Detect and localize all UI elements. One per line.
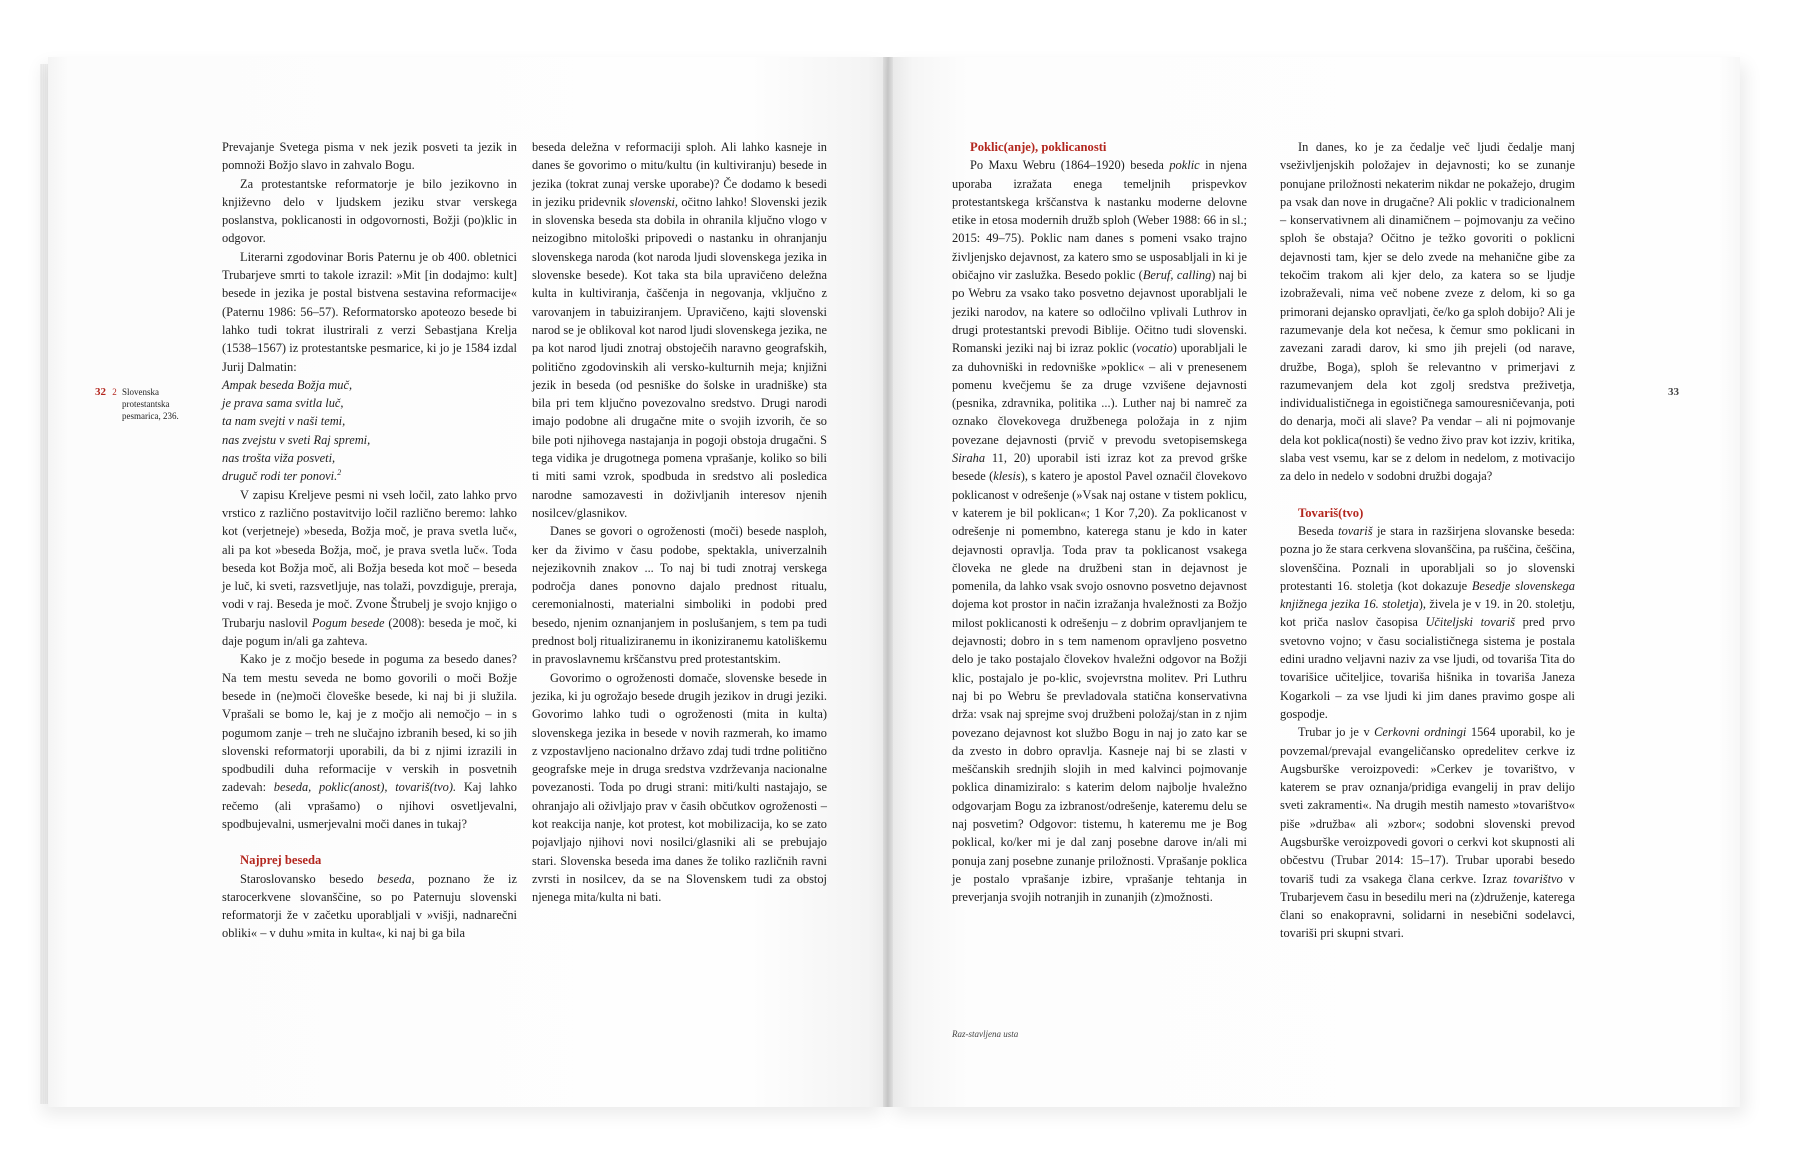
paragraph: Za protestantske reformatorje je bilo jezikovno in književno delo v ljudskem jeziku stvar verskega poslanstva, poklicanosti in odgovornosti, Božji (po)klic in odgovor.	[222, 176, 517, 246]
footnote-text: Slovenska protestantska pesmarica, 236.	[122, 387, 179, 421]
paragraph: V zapisu Kreljeve pesmi ni vseh ločil, zato lahko prvo vrstico z različno postavitvijo ločil različno beremo: lahko kot (verjetneje) »beseda, Božja moč, je prava svetla luč«, ali pa kot »beseda Božja, moč, je prava svetla luč«. Toda beseda kot Božja moč, ali Božja beseda kot moč – beseda je luč, ki sveti, razsvetljuje, nas tolaži, povzdiguje, preraja, vodi v raj. Beseda je moč. Zvone Štrubelj je svojo knjigo o Trubarju naslovil Pogum besede (2008): beseda je moč, ki daje pogum in/ali ga zahteva.	[222, 487, 517, 649]
paragraph: Trubar jo je v Cerkovni ordningi 1564 uporabil, ko je povzemal/prevajal evangeličansko opredelitev cerkve iz Augsburške veroizpovedi: »Cerkev je tovarištvo, v katerem se prav oznanja/pridiga evangelij in prav delijo sveti zakramenti«. Na drugih mestih namesto »tovarištvo« piše »družba« ali »zbor«; sodobni slovenski prevod Augsburške veroizpovedi govori o cerkvi kot skupnosti ali občestvu (Trubar 2014: 15–17). Trubar uporabi besedo tovariš tudi za vsakega člana cerkve. Izraz tovarištvo v Trubarjevem času in besedilu meri na (z)druženje, katerega člani so enakopravni, solidarni in nesebični sodelavci, tovariši pri skupni stvari.	[1280, 725, 1575, 941]
paragraph: beseda deležna v reformaciji sploh. Ali lahko kasneje in danes še govorimo o mitu/kultu (in kultiviranju) besede in jezika (tokrat zunaj verske uporabe)? Če dodamo k besedi in jeziku pridevnik slovenski, očitno lahko! Slovenski jezik in slovenska beseda sta dobila in ohranila ključno vlogo v neizogibno mitološki pripovedi o nastanku in ohranjanju slovenskega naroda (kot naroda ljudi slovenskega jezika in slovenske besede). Kot taka sta bila upravičeno deležna kulta in kultiviranja, čaščenja in negovanja, vključno z varovanjem in tabuiziranjem. Upravičeno, kajti slovenski narod se je oblikoval kot narod ljudi slovenskega jezika, ne pa kot narod ljudi znotraj obstoječih naravno geografskih, politično zgodovinskih ali versko-kulturnih meja; knjižni jezik in beseda (od pesniške do šolske in uradniške) sta bila pri tem ključno povezovalno sredstvo. Drugi narodi imajo podobne ali drugačne mite o svojih izvorih, če so bile poti njihovega nastajanja in pogoji obstoja drugačni. S tega vidika je drugotnega pomena vprašanje, koliko so bili ti miti sami vzrok, spodbuda in sredstvo ali posledica narodne samozavesti in doživljanih interesov njenih nosilcev/glasnikov.	[532, 140, 827, 520]
paragraph: Po Maxu Webru (1864–1920) beseda poklic in njena uporaba izražata enega temeljnih prispevkov protestantskega krščanstva k nastanku moderne delovne etike in etosa modernih družb sploh (Weber 1988: 66 in sl.; 2015: 49–75). Poklic nam danes s pomeni vsako trajno življenjsko dejavnost, za katero smo se usposabljali in ki je običajno vir zaslužka. Besedo poklic (Beruf, calling) naj bi po Webru za vsako tako posvetno dejavnost uporabljali le jeziki narodov, na katere so odločilno vplivali Luthrov in drugi protestantski prevodi Biblije. Očitno tudi slovenski. Romanski jeziki naj bi izraz poklic (vocatio) uporabljali le za duhovniški in redovniške »poklic« – ali v prenesenem pomenu kvečjemu še za druge vzvišene dejavnosti (pesnika, zdravnika, politika ...). Luther naj bi namreč za oznako človekovega družbenega položaja in z njim povezane dejavnosti (prvič v prevodu svetopisemskega Siraha 11, 20) uporabil isti izraz kot za prevod grške besede (klesis), s katero je apostol Pavel označil človekovo poklicanost v odrešenje (»Vsak naj ostane v tistem poklicu, v katerem je bil poklican«; 1 Kor 7,20). Za poklicanost v odrešenje ni pomembno, katerega stanu je kdo in kater dejavnosti opravlja. Toda prav ta poklicanost vsakega človeka ne glede na družbeni stan in dejavnost je pomenila, da lahko vsak svojo osnovno posvetno dejavnost dojema kot prostor in način izražanja hvaležnosti za Božjo milost poklicanosti k odrešenju – z dobrim opravljanjem te dejavnosti; dobro in s tem namenom opravljeno posvetno delo je tako postajalo človekov hvaležni odgovor na Božji klic, postajalo je po-klic, svojevrstna molitev. Pri Luthru naj bi po Webru še prevladovala statična konservativna drža: vsak naj sprejme svoj družbeni položaj/stan in z njim povezano dejavnost kot službo Bogu in naj jo zato kar se da zvesto in dobro opravlja. Kasneje naj bi se zlasti v meščanskih srednjih slojih in med kalvinci pojmovanje poklica dinamiziralo: s katerim delom najbolje hvaležno odgovarjam Bogu za izbranost/odrešenje, kateremu delu se naj posvetim? Odgovor: tistemu, h kateremu me je Bog poklical, ko/ker mi je dal zanj posebne darove in/ali mi ponuja zanj posebne zunanje priložnosti. Vprašanje poklica je postalo vprašanje izbire, vprašanje tehtanja in preverjanja svojih notranjih in zunanjih (z)možnosti.	[952, 158, 1248, 905]
verse-line: je prava sama svitla luč,	[222, 396, 344, 411]
paragraph: Literarni zgodovinar Boris Paternu je ob 400. obletnici Trubarjeve smrti to takole izrazil: »Mit [in dodajmo: kult] besede in jezika je postal bistvena sestavina reformacije« (Paternu 1986: 56–57). Reformatorsko apoteozo besede bi lahko tudi tokrat ilustrirali z verzi Sebastjana Krelja (1538–1567) iz protestantske pesmarice, ki jo je 1584 izdal Jurij Dalmatin:	[222, 249, 517, 374]
paragraph: In danes, ko je za čedalje več ljudi čedalje manj vseživljenjskih položajev in dejavnosti; ko se zunanje ponujane priložnosti nekaterim nikdar ne pokažejo, drugim pa vsak dan nove in drugačne? Ali poklic v tradicionalnem – konservativnem ali dinamičnem – pojmovanju za večino sploh še obstaja? Očitno je težko govoriti o poklicni dejavnosti tam, kjer se delo zvede na mehanične gibe za tekočim trakom ali kjer delo, za katera so se ljudje izobraževali, nima več nobene zveze z delom, ki so ga primorani dejansko opravljati, če/ko ga sploh dobijo? Ali je razumevanje dela kot nečesa, k čemur smo poklicani in zavezani zaradi darov, ki smo jih prejeli (od narave, družbe, Boga), sploh še relevantno v primerjavi z razumevanjem dela kot zgolj sredstva preživetja, individualističnega in egoističnega samouresničevanja, poti do denarja, moči ali slave? Pa vendar – ali ni pojmovanje dela kot poklica(nosti) še vedno živo prav kot izziv, kritika, slaba vest vsemu, kar se z delom in nedelom, z motivacijo za delo in nedelo v sodobni družbi dogaja?	[1280, 140, 1575, 484]
verse-line: Ampak beseda Božja muč,	[222, 377, 353, 392]
paragraph: Beseda tovariš je stara in razširjena slovanske beseda: pozna jo že stara cerkvena slovanščina, pa ruščina, češčina, slovenščina. Poznali in uporabljali so jo slovenski protestanti 16. stoletja (kot dokazuje Besedje slovenskega knjižnega jezika 16. stoletja), živela je v 19. in 20. stoletju, kot priča naslov časopisa Učiteljski tovariš pred prvo svetovno vojno; v času socialističnega sistema je postala edini uradno veljavni naziv za vse ljudi, od tovariša Tita do tovarišice učiteljice, tovariša hišnika in tovariša Janeza Kogarkoli – za vse ljudi ki jim danes pravimo gospe ali gospodje.	[1280, 523, 1576, 721]
book-gutter	[883, 57, 893, 1107]
text-column-1	[222, 138, 517, 943]
section-heading: Tovariš(tvo)	[1298, 505, 1364, 520]
text-column-4	[1280, 138, 1575, 943]
verse-line: nas trošta viža posveti,	[222, 451, 336, 466]
running-footer: Raz-stavljena usta	[952, 1029, 1019, 1039]
section-heading: Najprej beseda	[240, 853, 322, 868]
footnote-ref: 2	[337, 468, 342, 478]
left-margin	[95, 386, 215, 422]
section-heading: Poklic(anje), poklicanosti	[970, 140, 1107, 154]
text-column-2	[532, 138, 827, 906]
paragraph: Prevajanje Svetega pisma v nek jezik posveti ta jezik in pomnoži Božjo slavo in zahvalo Bogu.	[222, 140, 517, 173]
paragraph: Staroslovansko besedo beseda, poznano že iz starocerkvene slovanščine, so po Paternuju slovenski reformatorji že v začetku uporabljali v »višji, nadnarečni obliki« – v duhu »mita in kulta«, ki naj bi ga bila	[222, 871, 517, 941]
page-number-left: 32	[95, 386, 106, 398]
paragraph: Kako je z močjo besede in poguma za besedo danes? Na tem mestu seveda ne bomo govorili o moči Božje besede in (ne)moči človeške besede, ki naj bi ji služila. Vprašali se bomo le, kaj je z močjo ali nemočjo – in s pogumom zanje – treh ne slučajno izbranih besed, ki so jih slovenski reformatorji uporabili, da bi z njimi izrazili in spodbudili duha reformacije v verskih in posvetnih zadevah: beseda, poklic(anost), tovariš(tvo). Kaj lahko rečemo (ali vprašamo) o njihovi osvetljevalni, spodbujevalni, usmerjevalni moči danes in tukaj?	[222, 652, 517, 831]
text-column-3	[952, 138, 1247, 906]
verse-line: ta nam svejti v naši temi,	[222, 414, 346, 429]
paragraph: Danes se govori o ogroženosti (moči) besede nasploh, ker da živimo v času podobe, spektakla, univerzalnih nejezikovnih znakov ... To naj bi tudi znotraj verskega področja danes ponovno dajalo prednost ritualu, ceremonialnosti, materialni simboliki in podobi pred besedo, njenim oznanjanjem in poslušanjem, s tem pa tudi prednost bolj ritualiziranemu in ikoniziranemu katoliškemu in pravoslavnemu krščanstvu pred protestantskim.	[532, 524, 827, 667]
verse-line-last: druguč rodi ter ponovi.$^2$	[222, 468, 342, 484]
page-number-right: 33	[1668, 386, 1679, 398]
paragraph: Govorimo o ogroženosti domače, slovenske besede in jezika, ki ju ogrožajo besede drugih jezikov in drugi jeziki. Govorimo lahko tudi o ogroženosti (mita in kulta) slovenskega jezika in besede v novih razmerah, ko imamo z vzpostavljeno nacionalno državo zdaj tudi trdne politično geografske meje in druga sredstva vzdrževanja nacionalne povezanosti. Toda po drugi strani: miti/kulti nastajajo, se ohranjajo ali oživljajo prav v časih občutkov ogroženosti – kot reakcija nanje, kot protest, kot mobilizacija, ko se zato pojavljajo njihovi novi nosilci/glasniki ali se prebujajo stari. Slovenska beseda ima danes že toliko različnih ravni zvrsti in nosilcev, da se na Slovenskem tudi za obstoj njenega mita/kulta ni bati.	[532, 670, 827, 905]
verse-line: nas zvejstu v sveti Raj spremi,	[222, 432, 371, 447]
footnote-number: 2	[112, 387, 117, 397]
